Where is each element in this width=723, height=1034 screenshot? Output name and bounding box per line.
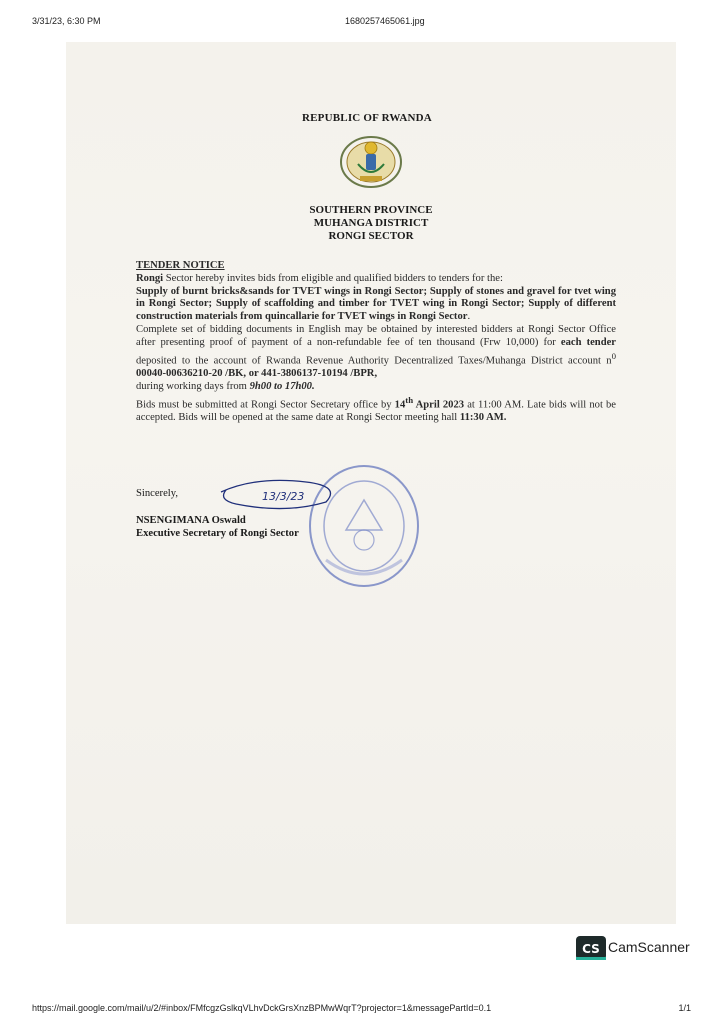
docs-superscript: 0 [611,350,616,361]
camscanner-brand: CamScanner [608,939,690,955]
print-datetime: 3/31/23, 6:30 PM [32,16,101,26]
republic-title: REPUBLIC OF RWANDA [302,112,432,124]
docs-accounts: 00040-00636210-20 /BK, or 441-3806137-10194 /BPR, [136,367,378,379]
district-name: MUHANGA DISTRICT [313,217,429,229]
administrative-header [296,204,446,243]
intro-text: Sector hereby invites bids from eligible and qualified bidders to tenders for the: [163,272,503,284]
camscanner-logo-icon [576,936,606,960]
signatory-title: Executive Secretary of Rongi Sector [136,527,299,539]
tender-notice-body [136,260,616,425]
bids-date-day: 14 [394,399,406,411]
print-footer [0,1003,723,1034]
docs-part-2: deposited to the account of Rwanda Revenue Authority Decentralized Taxes/Muhanga District account n [136,355,612,367]
bids-date-rest: April 2023 [413,399,465,411]
docs-part-3: during working days from [136,380,250,392]
docs-hours: 9h00 to 17h00. [249,380,315,392]
print-header [0,16,723,30]
closing-text: Sincerely, [136,488,178,499]
print-page-number: 1/1 [678,1003,691,1013]
documents-paragraph [136,324,616,394]
docs-each-tender: each tender [560,336,616,348]
tender-items-text: Supply of burnt bricks&sands for TVET wings in Rongi Sector; Supply of stones and gravel for tvet wing in Rongi Sector; Supply of scaffolding and timber for TVET wing in Rongi Sector; Supply of different construction materials from quincallarie for TVET wings in Rongi Sector [136,285,616,323]
scanned-document [66,42,676,924]
rwanda-coat-of-arms-icon [336,134,406,190]
tender-items [136,286,616,324]
bids-date-sup: th [405,394,414,405]
signatory-name: NSENGIMANA Oswald [136,514,246,526]
province-name: SOUTHERN PROVINCE [309,204,433,216]
print-url: https://mail.google.com/mail/u/2/#inbox/FMfcgzGslkqVLhvDckGrsXnzBPMwWqrT?projector=1&messagePartId=0.1 [32,1003,492,1013]
bids-part-1: Bids must be submitted at Rongi Sector Secretary office by [136,399,395,411]
print-filename: 1680257465061.jpg [345,16,425,26]
handwritten-date: 13/3/23 [262,490,305,503]
tender-notice-heading: TENDER NOTICE [136,260,225,271]
intro-bold: Rongi [136,272,164,284]
intro-paragraph [136,273,616,286]
bids-time: 11:30 AM. [459,411,507,423]
camscanner-logo-text: CS [582,942,600,956]
handwritten-signature [216,474,346,514]
tender-items-end: . [467,311,471,323]
bids-paragraph [136,394,616,425]
bids-part-2: at 11:00 AM. Late bids will not be accepted. Bids will be opened at the same date at Rongi Sector meeting hall [136,399,616,423]
sector-name: RONGI SECTOR [328,230,414,242]
docs-part-1: Complete set of bidding documents in English may be obtained by interested bidders at Rongi Sector Office after presenting proof of payment of a non-refundable fee of ten thousand (Frw 10,000) for [136,323,616,348]
